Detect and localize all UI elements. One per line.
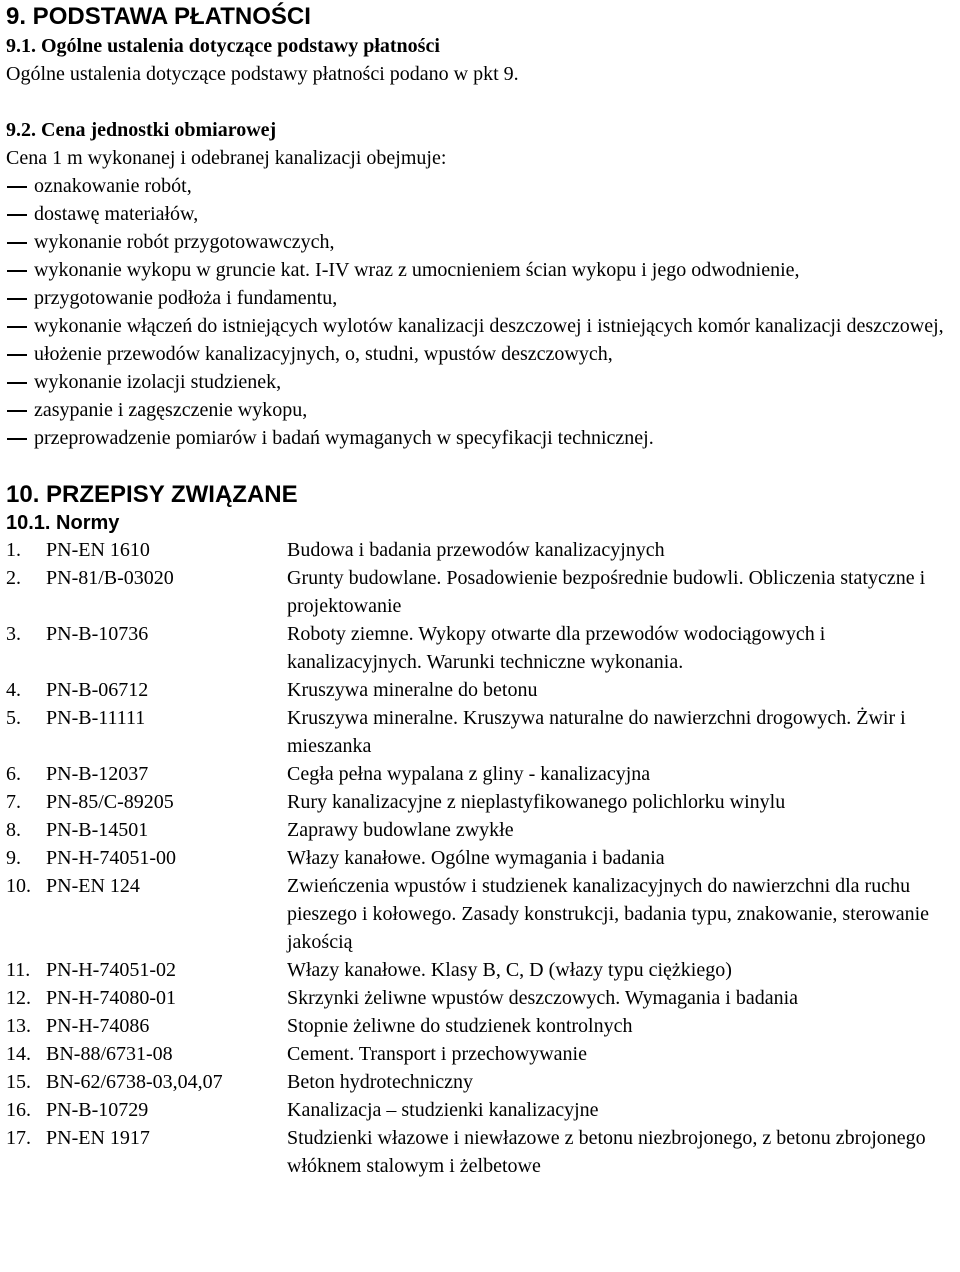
list-item: dostawę materiałów,	[34, 203, 199, 225]
section-10-heading: 10. PRZEPISY ZWIĄZANE	[6, 481, 298, 508]
table-row: 16. PN-B-10729 Kanalizacja – studzienki kanalizacyjne	[6, 1099, 599, 1121]
list-item: przygotowanie podłoża i fundamentu,	[34, 287, 338, 309]
list-item: przeprowadzenie pomiarów i badań wymaganych w specyfikacji technicznej.	[34, 427, 654, 449]
table-row: 17. PN-EN 1917 Studzienki włazowe i niewłazowe z betonu niezbrojonego, z betonu zbrojonego włóknem stalowym i żelbetowe	[6, 1127, 926, 1177]
section-9-2-intro: Cena 1 m wykonanej i odebranej kanalizacji obejmuje:	[6, 147, 447, 169]
list-item: wykonanie izolacji studzienek,	[34, 371, 282, 393]
list-item: wykonanie włączeń do istniejących wylotów kanalizacji deszczowej i istniejących komór kanalizacji deszczowej,	[34, 315, 944, 337]
table-row: 11. PN-H-74051-02 Włazy kanałowe. Klasy B, C, D (włazy typu ciężkiego)	[6, 959, 732, 981]
list-item: ułożenie przewodów kanalizacyjnych, o, studni, wpustów deszczowych,	[34, 343, 613, 365]
table-row: 3. PN-B-10736 Roboty ziemne. Wykopy otwarte dla przewodów wodociągowych i kanalizacyjnych. Warunki techniczne wykonania.	[6, 623, 826, 673]
table-row: 15. BN-62/6738-03,04,07 Beton hydrotechniczny	[6, 1071, 474, 1093]
table-row: 8. PN-B-14501 Zaprawy budowlane zwykłe	[6, 819, 514, 841]
table-row: 14. BN-88/6731-08 Cement. Transport i przechowywanie	[6, 1043, 587, 1065]
section-9-heading: 9. PODSTAWA PŁATNOŚCI	[6, 3, 311, 30]
norms-table	[6, 536, 954, 1180]
table-row: 5. PN-B-11111 Kruszywa mineralne. Kruszywa naturalne do nawierzchni drogowych. Żwir i mieszanka	[6, 707, 906, 757]
spacer	[6, 452, 954, 480]
table-row: 9. PN-H-74051-00 Włazy kanałowe. Ogólne wymagania i badania	[6, 847, 665, 869]
table-row: 13. PN-H-74086 Stopnie żeliwne do studzienek kontrolnych	[6, 1015, 633, 1037]
table-row: 12. PN-H-74080-01 Skrzynki żeliwne wpustów deszczowych. Wymagania i badania	[6, 987, 799, 1009]
section-9-1-heading: 9.1. Ogólne ustalenia dotyczące podstawy płatności	[6, 35, 440, 57]
list-item: oznakowanie robót,	[34, 175, 192, 197]
spacer	[6, 88, 954, 116]
table-row: 10. PN-EN 124 Zwieńczenia wpustów i studzienek kanalizacyjnych do nawierzchni dla ruchu pieszego i kołowego. Zasady konstrukcji, badania typu, znakowanie, sterowanie jakością	[6, 875, 930, 953]
table-row: 1. PN-EN 1610 Budowa i badania przewodów kanalizacyjnych	[6, 539, 665, 561]
table-row: 2. PN-81/B-03020 Grunty budowlane. Posadowienie bezpośrednie budowli. Obliczenia statyczne i projektowanie	[6, 567, 926, 617]
list-item: wykonanie wykopu w gruncie kat. I-IV wraz z umocnieniem ścian wykopu i jego odwodnienie,	[34, 259, 800, 281]
table-row: 7. PN-85/C-89205 Rury kanalizacyjne z nieplastyfikowanego polichlorku winylu	[6, 791, 786, 813]
section-9-1-text: Ogólne ustalenia dotyczące podstawy płatności podano w pkt 9.	[6, 63, 519, 85]
list-item: wykonanie robót przygotowawczych,	[34, 231, 335, 253]
section-9-2-heading: 9.2. Cena jednostki obmiarowej	[6, 119, 277, 141]
price-components-list	[6, 172, 954, 452]
table-row: 6. PN-B-12037 Cegła pełna wypalana z gliny - kanalizacyjna	[6, 763, 651, 785]
list-item: zasypanie i zagęszczenie wykopu,	[34, 399, 308, 421]
document-page	[0, 2, 960, 1272]
section-10-1-heading: 10.1. Normy	[6, 512, 120, 534]
table-row: 4. PN-B-06712 Kruszywa mineralne do betonu	[6, 679, 538, 701]
